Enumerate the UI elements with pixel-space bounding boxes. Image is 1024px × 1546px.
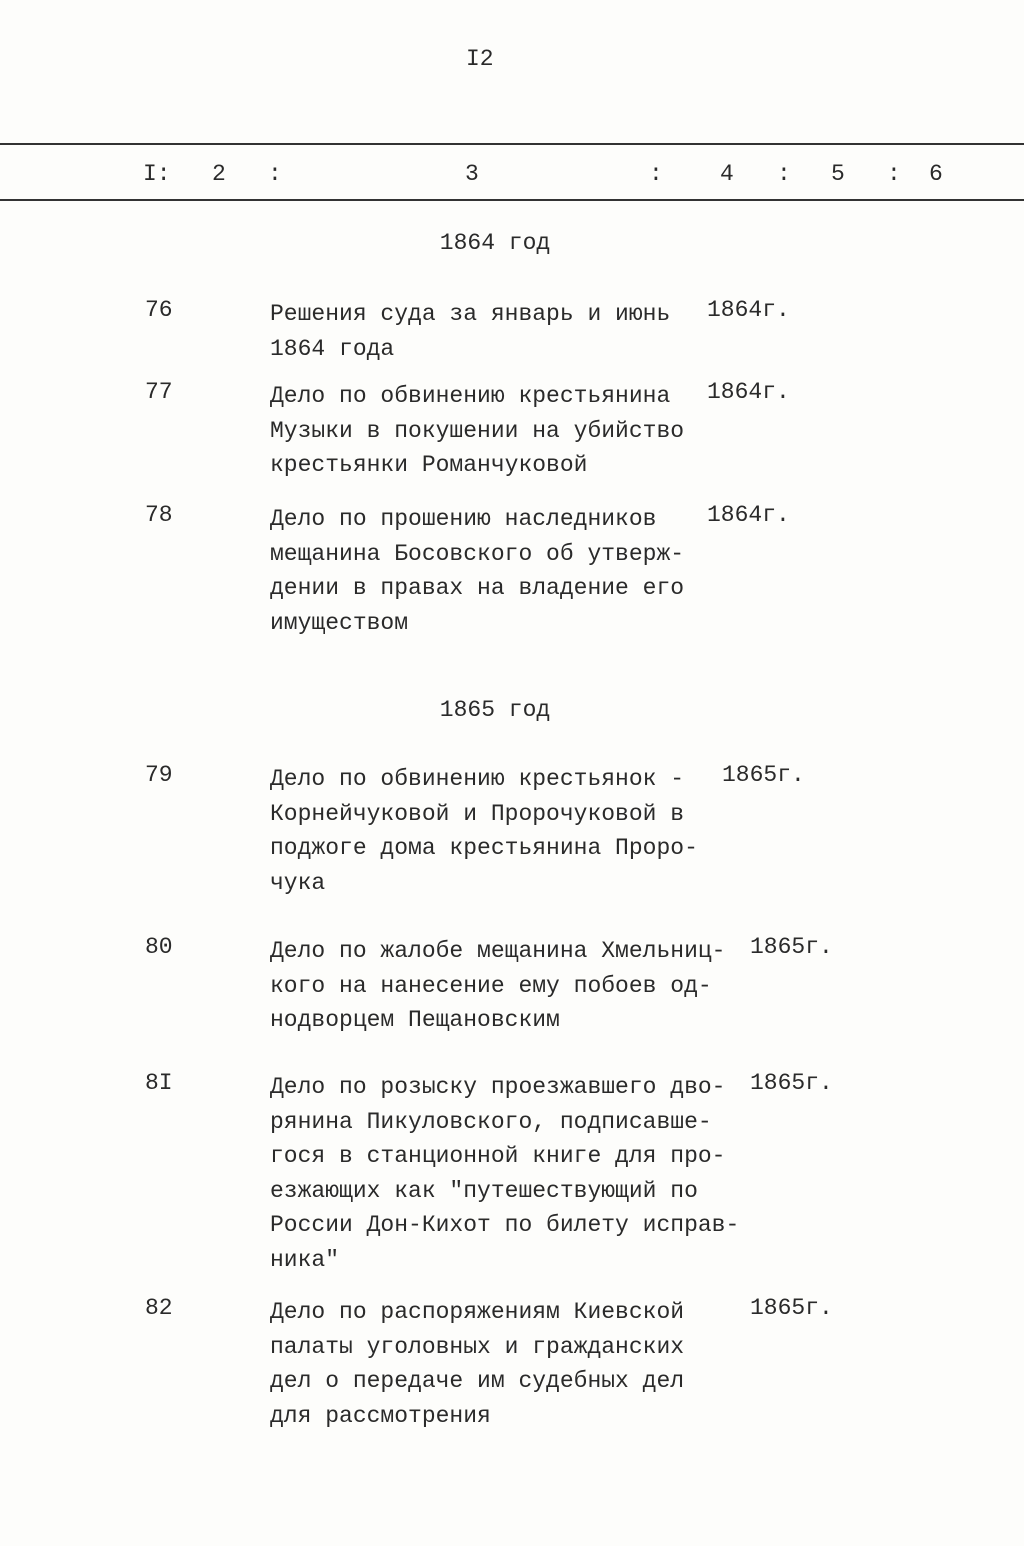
case-number: 79 xyxy=(145,762,173,788)
case-number: 80 xyxy=(145,934,173,960)
case-title-line: для рассмотрения xyxy=(270,1402,491,1429)
case-number: 82 xyxy=(145,1295,173,1321)
case-title-line: 1864 года xyxy=(270,335,395,362)
case-number: 78 xyxy=(145,502,173,528)
case-date: 1864г. xyxy=(707,379,790,405)
case-title-line: Дело по обвинению крестьянок - xyxy=(270,766,685,792)
case-title-line: России Дон-Кихот по билету исправ- xyxy=(270,1212,740,1238)
case-title-line: гося в станционной книге для про- xyxy=(270,1143,726,1169)
case-title-line: езжающих как "путешествующий по xyxy=(270,1177,698,1204)
case-title-line: ника" xyxy=(270,1246,340,1273)
column-separator: : xyxy=(649,161,663,187)
case-title-line: чука xyxy=(270,869,326,896)
case-title xyxy=(270,762,698,900)
year-heading: 1864 год xyxy=(439,230,551,256)
case-title-line: имуществом xyxy=(270,609,409,636)
case-date: 1865г. xyxy=(750,1295,833,1321)
case-number: 77 xyxy=(145,379,173,405)
case-title-line: дел о передаче им судебных дел xyxy=(270,1368,685,1394)
case-title-line: кого на нанесение ему побоев од- xyxy=(270,972,712,999)
page-number: I2 xyxy=(466,46,494,72)
case-title-line: нодворцем Пещановским xyxy=(270,1007,560,1033)
case-title-line: рянина Пикуловского, подписавше- xyxy=(270,1108,712,1135)
column-header: 6 xyxy=(929,161,943,187)
column-header: I: xyxy=(143,161,171,187)
case-title-line: Дело по обвинению крестьянина xyxy=(270,383,671,409)
case-date: 1865г. xyxy=(722,762,805,788)
case-title xyxy=(270,297,670,366)
year-heading: 1865 год xyxy=(439,697,551,723)
case-title xyxy=(270,379,684,483)
header-bottom-rule xyxy=(0,199,1024,201)
case-title xyxy=(270,934,725,1038)
case-title-line: Дело по прошению наследников xyxy=(270,506,657,532)
header-top-rule xyxy=(0,143,1024,145)
case-title-line: Дело по жалобе мещанина Хмельниц- xyxy=(270,938,726,964)
column-separator: : xyxy=(887,161,901,187)
case-title xyxy=(270,1070,739,1277)
case-number: 8I xyxy=(145,1070,173,1096)
case-title-line: Дело по распоряжениям Киевской xyxy=(270,1299,685,1325)
column-header: 4 xyxy=(720,161,734,187)
case-title-line: Музыки в покушении на убийство xyxy=(270,417,685,444)
column-header: 3 xyxy=(465,161,479,187)
case-date: 1864г. xyxy=(707,297,790,323)
case-title-line: палаты уголовных и гражданских xyxy=(270,1333,685,1360)
column-separator: : xyxy=(268,161,282,187)
column-header: 2 xyxy=(212,161,226,187)
case-title xyxy=(270,1295,684,1433)
case-title-line: мещанина Босовского об утверж- xyxy=(270,540,685,567)
case-date: 1865г. xyxy=(750,934,833,960)
column-header: 5 xyxy=(831,161,845,187)
case-date: 1865г. xyxy=(750,1070,833,1096)
case-title-line: Решения суда за январь и июнь xyxy=(270,301,671,327)
case-number: 76 xyxy=(145,297,173,323)
case-title-line: поджоге дома крестьянина Проро- xyxy=(270,835,698,861)
case-title-line: дении в правах на владение его xyxy=(270,575,685,601)
case-title-line: крестьянки Романчуковой xyxy=(270,452,588,478)
case-title-line: Корнейчуковой и Пророчуковой в xyxy=(270,800,685,827)
case-date: 1864г. xyxy=(707,502,790,528)
case-title xyxy=(270,502,684,640)
case-title-line: Дело по розыску проезжавшего дво- xyxy=(270,1074,726,1100)
column-separator: : xyxy=(777,161,791,187)
